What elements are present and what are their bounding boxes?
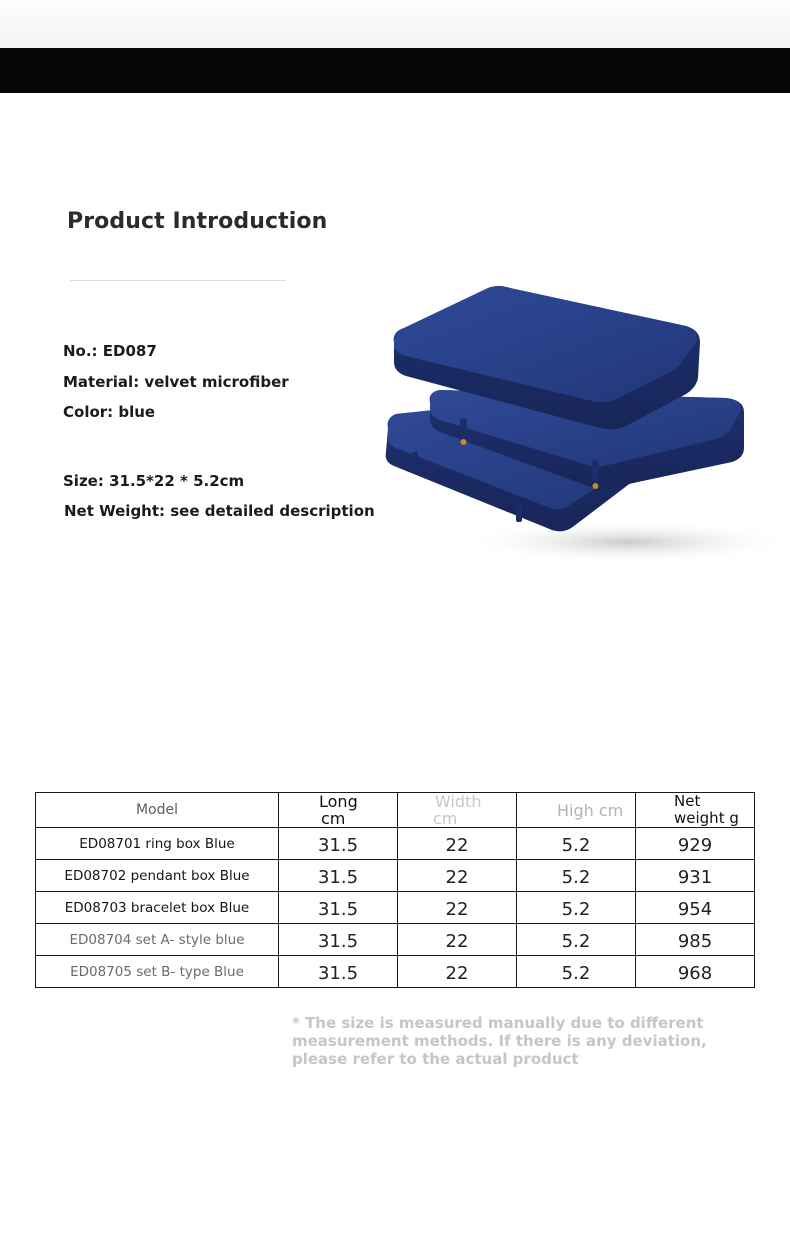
header-long-line1: Long <box>319 792 358 811</box>
table-header-row <box>36 793 755 828</box>
header-width <box>398 793 517 828</box>
spec-material: Material: velvet microfiber <box>63 373 289 391</box>
cell-model: ED08703 bracelet box Blue <box>36 892 279 924</box>
cell-model: ED08701 ring box Blue <box>36 828 279 860</box>
black-header-band <box>0 48 790 93</box>
cell-model: ED08705 set B- type Blue <box>36 956 279 988</box>
cell-width: 22 <box>398 828 517 860</box>
cell-long: 31.5 <box>279 828 398 860</box>
header-high: High cm <box>517 793 636 828</box>
size-weight-table <box>35 792 755 988</box>
title-divider <box>70 280 286 281</box>
cell-high: 5.2 <box>517 828 636 860</box>
floor-shadow <box>458 520 788 564</box>
cell-model: ED08704 set A- style blue <box>36 924 279 956</box>
cell-high: 5.2 <box>517 924 636 956</box>
cell-weight: 931 <box>636 860 755 892</box>
header-weight <box>636 793 755 828</box>
cell-long: 31.5 <box>279 860 398 892</box>
cell-high: 5.2 <box>517 860 636 892</box>
header-model: Model <box>36 793 279 828</box>
cell-width: 22 <box>398 924 517 956</box>
cell-model: ED08702 pendant box Blue <box>36 860 279 892</box>
header-width-line1: Width <box>435 792 482 811</box>
spec-net-weight: Net Weight: see detailed description <box>64 502 375 520</box>
top-fade-strip <box>0 0 790 48</box>
table-row <box>36 860 755 892</box>
cell-weight: 985 <box>636 924 755 956</box>
cell-weight: 968 <box>636 956 755 988</box>
cell-weight: 929 <box>636 828 755 860</box>
table-row <box>36 892 755 924</box>
cell-long: 31.5 <box>279 892 398 924</box>
cell-weight: 954 <box>636 892 755 924</box>
table-row <box>36 924 755 956</box>
section-title: Product Introduction <box>67 209 328 234</box>
cell-width: 22 <box>398 956 517 988</box>
header-weight-line2: weight g <box>674 809 739 827</box>
product-photo <box>378 280 788 580</box>
table-row <box>36 956 755 988</box>
header-long <box>279 793 398 828</box>
cell-high: 5.2 <box>517 892 636 924</box>
spec-number: No.: ED087 <box>63 342 157 360</box>
header-weight-line1: Net <box>674 792 701 810</box>
spec-size: Size: 31.5*22 * 5.2cm <box>63 472 245 490</box>
header-long-line2: cm <box>321 809 346 828</box>
cell-long: 31.5 <box>279 924 398 956</box>
cell-long: 31.5 <box>279 956 398 988</box>
measurement-note: * The size is measured manually due to different measurement methods. If there is any deviation, please refer to the actual product <box>292 1014 707 1068</box>
table-row <box>36 828 755 860</box>
cell-width: 22 <box>398 892 517 924</box>
header-width-line2: cm <box>433 809 458 828</box>
cell-width: 22 <box>398 860 517 892</box>
cell-high: 5.2 <box>517 956 636 988</box>
spec-color: Color: blue <box>63 403 156 421</box>
